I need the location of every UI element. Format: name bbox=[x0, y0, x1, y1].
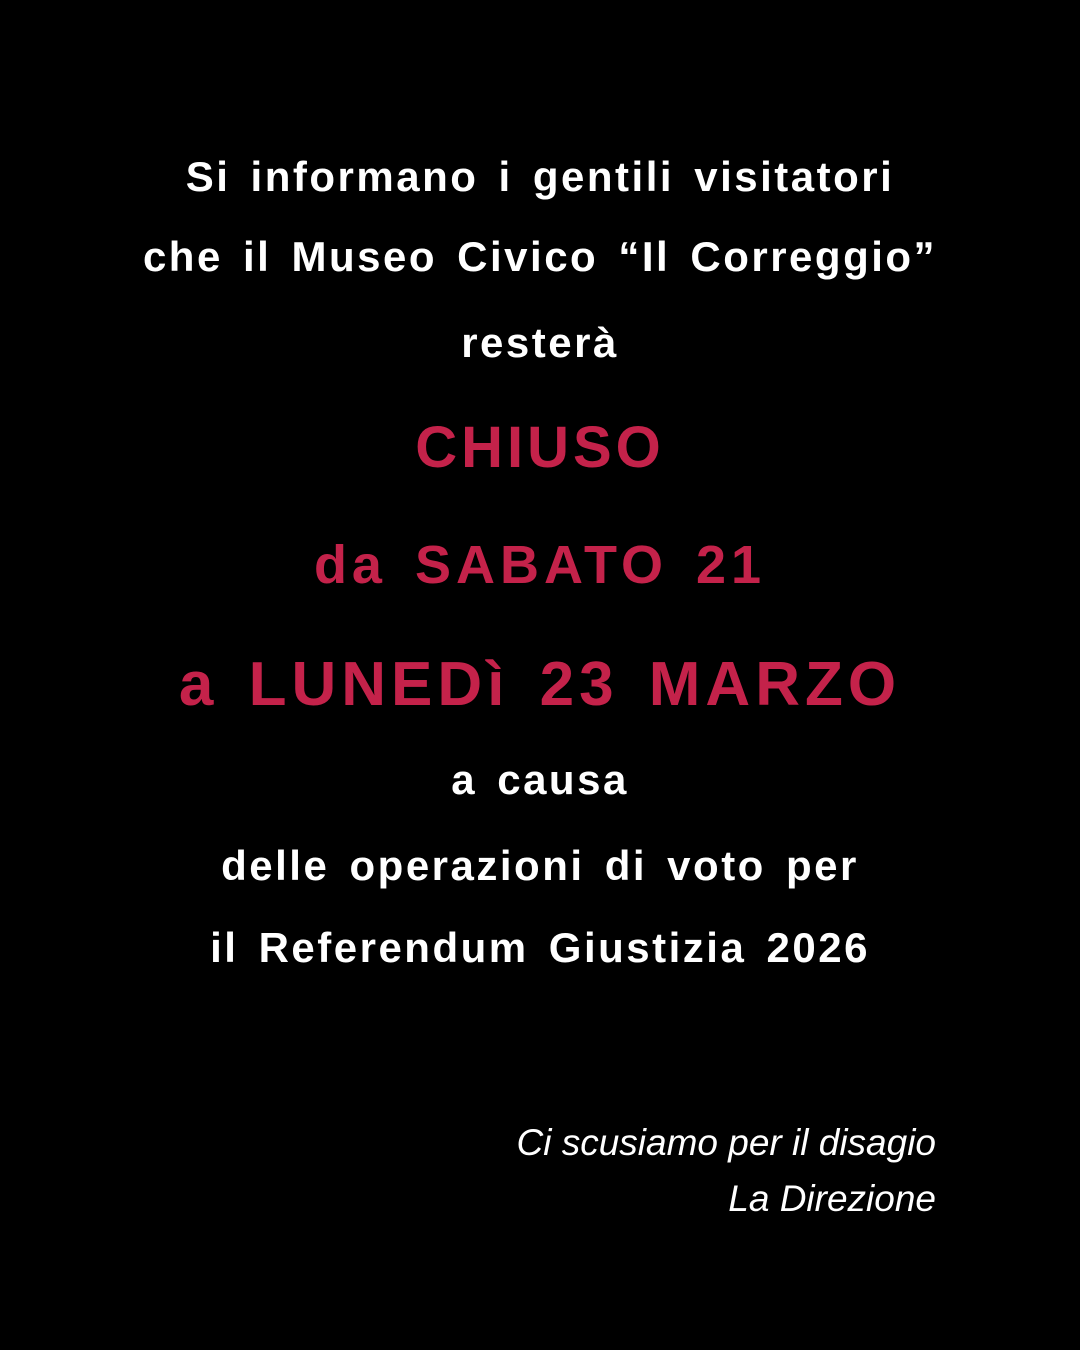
reason-line-1: a causa bbox=[451, 756, 629, 803]
closed-status-line: CHIUSO bbox=[415, 415, 665, 480]
intro-line-3: resterà bbox=[461, 319, 619, 366]
closure-end-date-line: a LUNEDì 23 MARZO bbox=[178, 650, 902, 719]
reason-line-3: il Referendum Giustizia 2026 bbox=[210, 924, 870, 971]
apology-line: Ci scusiamo per il disagio bbox=[516, 1122, 936, 1163]
closure-start-date-line: da SABATO 21 bbox=[313, 535, 767, 595]
intro-line-2: che il Museo Civico “Il Correggio” bbox=[142, 233, 938, 280]
signature-line: La Direzione bbox=[728, 1178, 936, 1219]
intro-line-1: Si informano i gentili visitatori bbox=[185, 153, 895, 200]
reason-line-2: delle operazioni di voto per bbox=[221, 842, 859, 889]
